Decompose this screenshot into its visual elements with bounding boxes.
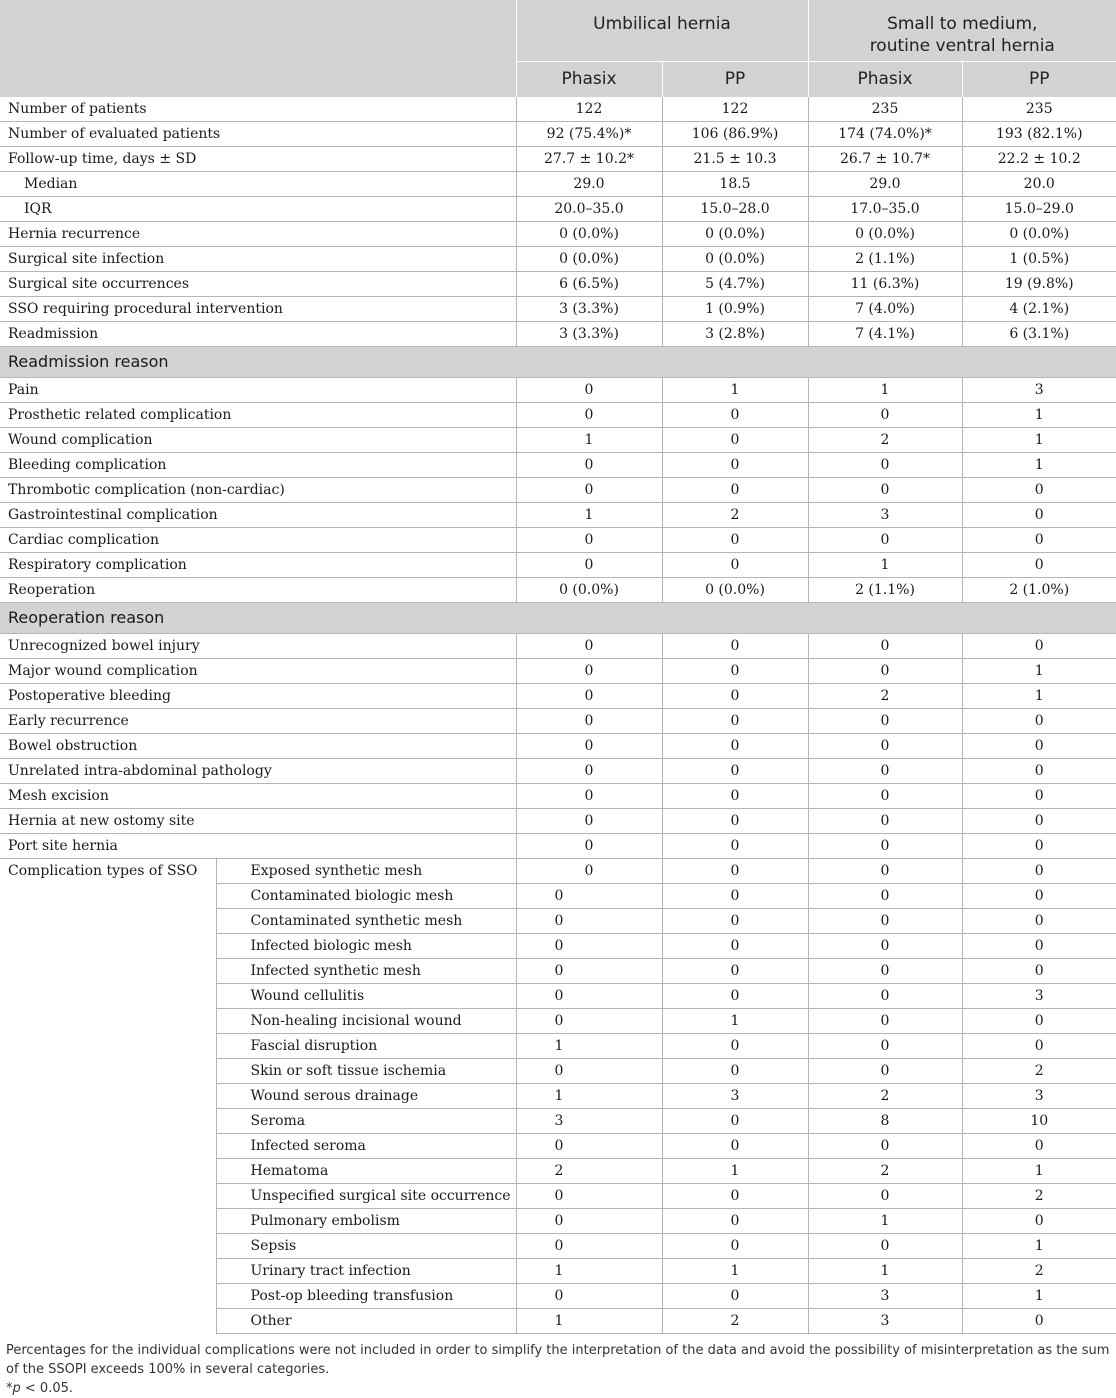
value-cell: 0 (0.0%)	[662, 221, 808, 246]
value-cell: 3	[662, 1083, 808, 1108]
value-cell: 0	[516, 858, 662, 883]
value-cell: 0	[808, 883, 962, 908]
value-cell: 0	[516, 527, 662, 552]
table-row	[0, 758, 1116, 783]
header-pp-umbilical: PP	[662, 61, 808, 97]
value-cell: 0	[516, 933, 662, 958]
row-label: IQR	[0, 196, 516, 221]
sso-complication-label: Exposed synthetic mesh	[216, 858, 516, 883]
value-cell: 1	[516, 502, 662, 527]
value-cell: 0	[662, 1208, 808, 1233]
row-label: Pain	[0, 377, 516, 402]
value-cell: 6 (3.1%)	[962, 321, 1116, 346]
value-cell: 0	[662, 527, 808, 552]
value-cell: 0	[516, 1208, 662, 1233]
value-cell: 0	[662, 758, 808, 783]
value-cell: 0	[962, 1308, 1116, 1333]
value-cell: 0	[962, 833, 1116, 858]
value-cell: 2	[808, 683, 962, 708]
header-phasix-umbilical: Phasix	[516, 61, 662, 97]
value-cell: 0	[516, 808, 662, 833]
sso-complication-label: Post-op bleeding transfusion	[216, 1283, 516, 1308]
value-cell: 10	[962, 1108, 1116, 1133]
value-cell: 0	[662, 1108, 808, 1133]
value-cell: 0	[808, 708, 962, 733]
value-cell: 122	[516, 97, 662, 122]
value-cell: 29.0	[516, 171, 662, 196]
value-cell: 20.0–35.0	[516, 196, 662, 221]
value-cell: 3	[962, 983, 1116, 1008]
value-cell: 0	[962, 758, 1116, 783]
row-label: Bowel obstruction	[0, 733, 516, 758]
table-row	[0, 833, 1116, 858]
value-cell: 18.5	[662, 171, 808, 196]
value-cell: 92 (75.4%)*	[516, 121, 662, 146]
value-cell: 0	[516, 1183, 662, 1208]
value-cell: 0 (0.0%)	[662, 246, 808, 271]
value-cell: 0	[516, 377, 662, 402]
value-cell: 0	[808, 1183, 962, 1208]
value-cell: 0	[962, 783, 1116, 808]
row-label: Reoperation	[0, 577, 516, 602]
value-cell: 0	[662, 452, 808, 477]
table-row	[0, 246, 1116, 271]
value-cell: 0 (0.0%)	[516, 221, 662, 246]
sso-row	[0, 858, 1116, 883]
value-cell: 0	[662, 633, 808, 658]
value-cell: 6 (6.5%)	[516, 271, 662, 296]
value-cell: 0	[808, 1033, 962, 1058]
value-cell: 0	[516, 908, 662, 933]
row-label: Major wound complication	[0, 658, 516, 683]
value-cell: 0	[516, 958, 662, 983]
sso-complication-label: Sepsis	[216, 1233, 516, 1258]
value-cell: 3	[808, 1283, 962, 1308]
sso-complication-label: Pulmonary embolism	[216, 1208, 516, 1233]
value-cell: 0	[516, 452, 662, 477]
section-readmission-reason	[0, 346, 1116, 377]
sso-complication-label: Unspecified surgical site occurrence	[216, 1183, 516, 1208]
value-cell: 1	[516, 1308, 662, 1333]
value-cell: 193 (82.1%)	[962, 121, 1116, 146]
value-cell: 0	[808, 758, 962, 783]
value-cell: 17.0–35.0	[808, 196, 962, 221]
value-cell: 0	[662, 683, 808, 708]
value-cell: 2	[662, 1308, 808, 1333]
table-row	[0, 221, 1116, 246]
table-row	[0, 552, 1116, 577]
sso-complication-label: Non-healing incisional wound	[216, 1008, 516, 1033]
value-cell: 0	[962, 527, 1116, 552]
value-cell: 0	[808, 983, 962, 1008]
value-cell: 0	[662, 983, 808, 1008]
value-cell: 0	[808, 658, 962, 683]
sso-complication-label: Fascial disruption	[216, 1033, 516, 1058]
table-row	[0, 427, 1116, 452]
value-cell: 0	[808, 527, 962, 552]
value-cell: 174 (74.0%)*	[808, 121, 962, 146]
table-row	[0, 658, 1116, 683]
sso-complication-label: Seroma	[216, 1108, 516, 1133]
value-cell: 1	[516, 427, 662, 452]
value-cell: 0	[516, 783, 662, 808]
row-label: Median	[0, 171, 516, 196]
value-cell: 11 (6.3%)	[808, 271, 962, 296]
value-cell: 3 (3.3%)	[516, 321, 662, 346]
value-cell: 0	[662, 908, 808, 933]
value-cell: 1	[662, 1158, 808, 1183]
value-cell: 1	[516, 1258, 662, 1283]
sso-complication-label: Wound serous drainage	[216, 1083, 516, 1108]
table-row	[0, 296, 1116, 321]
value-cell: 0	[808, 908, 962, 933]
table-row	[0, 733, 1116, 758]
value-cell: 0	[662, 733, 808, 758]
value-cell: 0	[962, 958, 1116, 983]
value-cell: 0	[516, 833, 662, 858]
value-cell: 0	[516, 477, 662, 502]
value-cell: 0	[516, 883, 662, 908]
value-cell: 21.5 ± 10.3	[662, 146, 808, 171]
value-cell: 0	[662, 933, 808, 958]
value-cell: 0	[808, 858, 962, 883]
table-row	[0, 196, 1116, 221]
row-label: Hernia at new ostomy site	[0, 808, 516, 833]
sso-complication-label: Skin or soft tissue ischemia	[216, 1058, 516, 1083]
value-cell: 2	[808, 1158, 962, 1183]
value-cell: 1	[962, 658, 1116, 683]
row-label: Postoperative bleeding	[0, 683, 516, 708]
value-cell: 0	[516, 402, 662, 427]
value-cell: 2	[962, 1258, 1116, 1283]
value-cell: 20.0	[962, 171, 1116, 196]
sso-complication-label: Hematoma	[216, 1158, 516, 1183]
table-row	[0, 708, 1116, 733]
value-cell: 0	[962, 708, 1116, 733]
row-label: SSO requiring procedural intervention	[0, 296, 516, 321]
value-cell: 3 (3.3%)	[516, 296, 662, 321]
header-phasix-ventral: Phasix	[808, 61, 962, 97]
value-cell: 0 (0.0%)	[516, 246, 662, 271]
footnote-percentages: Percentages for the individual complications were not included in order to simplify the interpretation of the data and avoid the possibility of misinterpretation as the sum of the SSOPI exceeds 100% in several categories.	[6, 1343, 1110, 1377]
sso-complication-label: Infected synthetic mesh	[216, 958, 516, 983]
value-cell: 2 (1.0%)	[962, 577, 1116, 602]
value-cell: 0	[962, 633, 1116, 658]
table-row	[0, 683, 1116, 708]
row-label: Wound complication	[0, 427, 516, 452]
table-row	[0, 452, 1116, 477]
table-row	[0, 783, 1116, 808]
value-cell: 0	[962, 1008, 1116, 1033]
value-cell: 2	[808, 1083, 962, 1108]
value-cell: 1	[662, 377, 808, 402]
value-cell: 0	[662, 958, 808, 983]
value-cell: 0	[962, 1033, 1116, 1058]
section-reoperation-reason	[0, 602, 1116, 633]
sso-complication-label: Infected seroma	[216, 1133, 516, 1158]
table-row	[0, 527, 1116, 552]
table-row	[0, 171, 1116, 196]
value-cell: 0	[962, 858, 1116, 883]
value-cell: 2	[662, 502, 808, 527]
row-label: Respiratory complication	[0, 552, 516, 577]
value-cell: 0	[662, 783, 808, 808]
header-blank-cell	[0, 0, 516, 97]
value-cell: 0	[662, 708, 808, 733]
row-label: Gastrointestinal complication	[0, 502, 516, 527]
value-cell: 1	[516, 1033, 662, 1058]
value-cell: 5 (4.7%)	[662, 271, 808, 296]
row-label: Unrecognized bowel injury	[0, 633, 516, 658]
value-cell: 0	[808, 402, 962, 427]
value-cell: 0	[662, 1183, 808, 1208]
row-label: Thrombotic complication (non-cardiac)	[0, 477, 516, 502]
value-cell: 27.7 ± 10.2*	[516, 146, 662, 171]
value-cell: 0	[516, 1008, 662, 1033]
header-umbilical-hernia: Umbilical hernia	[516, 0, 808, 61]
value-cell: 0 (0.0%)	[516, 577, 662, 602]
value-cell: 1	[808, 552, 962, 577]
value-cell: 1	[808, 1258, 962, 1283]
header-ventral-hernia: Small to medium, routine ventral hernia	[808, 0, 1116, 61]
value-cell: 0	[962, 502, 1116, 527]
value-cell: 235	[808, 97, 962, 122]
table-row	[0, 502, 1116, 527]
sso-complication-label: Urinary tract infection	[216, 1258, 516, 1283]
value-cell: 0 (0.0%)	[662, 577, 808, 602]
value-cell: 0	[516, 758, 662, 783]
row-label: Surgical site infection	[0, 246, 516, 271]
value-cell: 0	[662, 883, 808, 908]
row-label: Hernia recurrence	[0, 221, 516, 246]
value-cell: 4 (2.1%)	[962, 296, 1116, 321]
value-cell: 0	[808, 933, 962, 958]
value-cell: 15.0–28.0	[662, 196, 808, 221]
value-cell: 0	[662, 1233, 808, 1258]
table-row	[0, 402, 1116, 427]
table-row	[0, 271, 1116, 296]
value-cell: 1	[662, 1008, 808, 1033]
table-row	[0, 121, 1116, 146]
value-cell: 3	[516, 1108, 662, 1133]
row-label: Cardiac complication	[0, 527, 516, 552]
value-cell: 1 (0.5%)	[962, 246, 1116, 271]
row-label: Number of evaluated patients	[0, 121, 516, 146]
value-cell: 0	[662, 833, 808, 858]
value-cell: 0	[962, 933, 1116, 958]
value-cell: 0	[516, 708, 662, 733]
value-cell: 1	[962, 1233, 1116, 1258]
value-cell: 3 (2.8%)	[662, 321, 808, 346]
value-cell: 0	[808, 452, 962, 477]
value-cell: 1	[962, 427, 1116, 452]
sso-complication-label: Other	[216, 1308, 516, 1333]
section-readmission-reason-label: Readmission reason	[0, 346, 1116, 377]
sso-complication-label: Contaminated synthetic mesh	[216, 908, 516, 933]
value-cell: 0	[662, 858, 808, 883]
value-cell: 2	[516, 1158, 662, 1183]
row-label: Early recurrence	[0, 708, 516, 733]
value-cell: 2	[962, 1183, 1116, 1208]
value-cell: 1	[808, 377, 962, 402]
value-cell: 0	[808, 783, 962, 808]
value-cell: 0	[662, 402, 808, 427]
value-cell: 0	[962, 883, 1116, 908]
value-cell: 1 (0.9%)	[662, 296, 808, 321]
value-cell: 0	[808, 808, 962, 833]
value-cell: 0	[808, 1233, 962, 1258]
value-cell: 2 (1.1%)	[808, 246, 962, 271]
row-label: Port site hernia	[0, 833, 516, 858]
value-cell: 1	[962, 1283, 1116, 1308]
value-cell: 3	[808, 502, 962, 527]
value-cell: 106 (86.9%)	[662, 121, 808, 146]
value-cell: 2	[808, 427, 962, 452]
row-label: Number of patients	[0, 97, 516, 122]
value-cell: 22.2 ± 10.2	[962, 146, 1116, 171]
value-cell: 2	[962, 1058, 1116, 1083]
value-cell: 0	[516, 552, 662, 577]
value-cell: 0	[808, 633, 962, 658]
row-label: Bleeding complication	[0, 452, 516, 477]
value-cell: 0	[808, 733, 962, 758]
value-cell: 15.0–29.0	[962, 196, 1116, 221]
value-cell: 7 (4.1%)	[808, 321, 962, 346]
value-cell: 2 (1.1%)	[808, 577, 962, 602]
row-label: Follow-up time, days ± SD	[0, 146, 516, 171]
value-cell: 0	[962, 808, 1116, 833]
value-cell: 0	[808, 833, 962, 858]
table-row	[0, 146, 1116, 171]
value-cell: 1	[808, 1208, 962, 1233]
value-cell: 0	[962, 1133, 1116, 1158]
value-cell: 0	[808, 1133, 962, 1158]
value-cell: 0	[662, 552, 808, 577]
row-label: Unrelated intra-abdominal pathology	[0, 758, 516, 783]
value-cell: 0	[662, 1033, 808, 1058]
value-cell: 1	[662, 1258, 808, 1283]
value-cell: 0	[662, 427, 808, 452]
value-cell: 0	[962, 733, 1116, 758]
value-cell: 3	[808, 1308, 962, 1333]
value-cell: 0	[962, 552, 1116, 577]
value-cell: 0	[516, 1283, 662, 1308]
value-cell: 3	[962, 1083, 1116, 1108]
sso-complication-label: Wound cellulitis	[216, 983, 516, 1008]
value-cell: 29.0	[808, 171, 962, 196]
value-cell: 0	[962, 1208, 1116, 1233]
footnote-significance: *p < 0.05.	[6, 1381, 74, 1396]
section-reoperation-reason-label: Reoperation reason	[0, 602, 1116, 633]
table-row	[0, 321, 1116, 346]
value-cell: 235	[962, 97, 1116, 122]
value-cell: 0	[662, 808, 808, 833]
value-cell: 0	[962, 477, 1116, 502]
value-cell: 1	[962, 683, 1116, 708]
sso-complication-label: Contaminated biologic mesh	[216, 883, 516, 908]
header-pp-ventral: PP	[962, 61, 1116, 97]
value-cell: 0	[808, 1008, 962, 1033]
table-row	[0, 577, 1116, 602]
value-cell: 1	[962, 452, 1116, 477]
table-row	[0, 377, 1116, 402]
row-label: Readmission	[0, 321, 516, 346]
value-cell: 0	[516, 733, 662, 758]
table-row	[0, 477, 1116, 502]
value-cell: 0	[662, 477, 808, 502]
value-cell: 0	[516, 633, 662, 658]
value-cell: 0	[516, 658, 662, 683]
value-cell: 8	[808, 1108, 962, 1133]
value-cell: 0	[808, 477, 962, 502]
sso-group-label: Complication types of SSO	[8, 862, 198, 879]
row-label: Surgical site occurrences	[0, 271, 516, 296]
row-label: Prosthetic related complication	[0, 402, 516, 427]
value-cell: 0	[516, 1133, 662, 1158]
row-label: Mesh excision	[0, 783, 516, 808]
value-cell: 19 (9.8%)	[962, 271, 1116, 296]
value-cell: 0	[516, 1058, 662, 1083]
table-row	[0, 633, 1116, 658]
value-cell: 1	[962, 402, 1116, 427]
value-cell: 0	[516, 683, 662, 708]
value-cell: 7 (4.0%)	[808, 296, 962, 321]
value-cell: 0 (0.0%)	[962, 221, 1116, 246]
value-cell: 0 (0.0%)	[808, 221, 962, 246]
value-cell: 0	[662, 1283, 808, 1308]
value-cell: 26.7 ± 10.7*	[808, 146, 962, 171]
value-cell: 0	[516, 1233, 662, 1258]
table-row	[0, 808, 1116, 833]
value-cell: 122	[662, 97, 808, 122]
sso-complication-label: Infected biologic mesh	[216, 933, 516, 958]
value-cell: 0	[662, 1058, 808, 1083]
value-cell: 0	[662, 1133, 808, 1158]
value-cell: 0	[808, 1058, 962, 1083]
value-cell: 0	[662, 658, 808, 683]
table-row	[0, 97, 1116, 122]
value-cell: 0	[962, 908, 1116, 933]
value-cell: 0	[808, 958, 962, 983]
value-cell: 1	[516, 1083, 662, 1108]
value-cell: 3	[962, 377, 1116, 402]
value-cell: 1	[962, 1158, 1116, 1183]
value-cell: 0	[516, 983, 662, 1008]
